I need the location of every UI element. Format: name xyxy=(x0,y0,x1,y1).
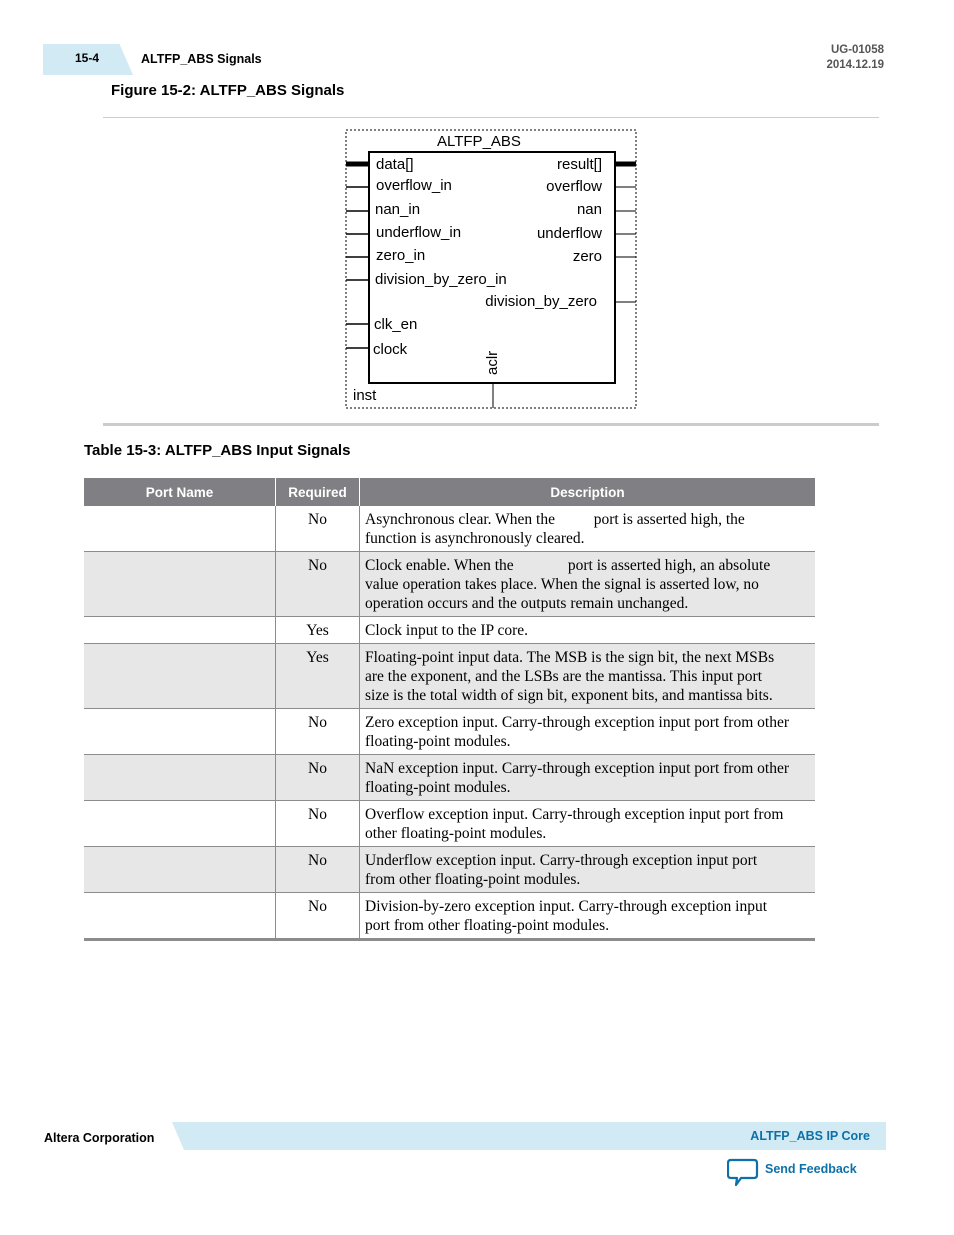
table-row xyxy=(84,709,815,755)
required-cell: No xyxy=(276,801,360,847)
block-name: ALTFP_ABS xyxy=(437,133,521,150)
input-port-data: data[] xyxy=(376,156,414,173)
port-name-cell xyxy=(84,506,276,552)
table-row xyxy=(84,801,815,847)
altfp-abs-block-diagram xyxy=(340,126,640,412)
bottom-port-aclr: aclr xyxy=(484,350,501,375)
description-cell: Clock input to the IP core. xyxy=(360,617,816,644)
footer-company: Altera Corporation xyxy=(44,1131,155,1145)
input-port-clk-en: clk_en xyxy=(374,316,418,333)
description-cell: Asynchronous clear. When the port is asserted high, the function is asynchronously cleared. xyxy=(360,506,816,552)
output-port-division-by-zero: division_by_zero xyxy=(485,293,597,310)
table-row xyxy=(84,552,815,617)
doc-id-block xyxy=(826,43,884,73)
input-port-division-by-zero-in: division_by_zero_in xyxy=(375,271,507,288)
output-port-overflow: overflow xyxy=(546,178,602,195)
speech-bubble-icon[interactable] xyxy=(727,1158,759,1188)
output-port-nan: nan xyxy=(576,201,602,218)
footer-core-link[interactable]: ALTFP_ABS IP Core xyxy=(750,1129,870,1143)
page-number: 15-4 xyxy=(75,51,100,65)
table-row xyxy=(84,755,815,801)
port-name-cell xyxy=(84,552,276,617)
table-row xyxy=(84,506,815,552)
port-name-cell xyxy=(84,709,276,755)
required-cell: No xyxy=(276,893,360,940)
column-header-required: Required xyxy=(276,478,360,506)
required-cell: No xyxy=(276,709,360,755)
required-cell: No xyxy=(276,755,360,801)
port-name-cell xyxy=(84,893,276,940)
port-name-cell xyxy=(84,755,276,801)
output-port-zero: zero xyxy=(572,248,602,265)
doc-date: 2014.12.19 xyxy=(826,59,884,71)
required-cell: Yes xyxy=(276,617,360,644)
table-caption: Table 15-3: ALTFP_ABS Input Signals xyxy=(84,442,351,459)
table-header-row xyxy=(84,478,815,506)
description-cell: NaN exception input. Carry-through exception input port from other floating-point modules. xyxy=(360,755,816,801)
input-port-clock: clock xyxy=(373,341,408,358)
port-name-cell xyxy=(84,847,276,893)
output-port-result: result[] xyxy=(556,156,602,173)
table-row xyxy=(84,644,815,709)
required-cell: Yes xyxy=(276,644,360,709)
instance-label: inst xyxy=(353,387,377,404)
port-name-cell xyxy=(84,644,276,709)
header-section-title: ALTFP_ABS Signals xyxy=(141,52,262,66)
description-cell: Underflow exception input. Carry-through exception input port from other floating-point modules. xyxy=(360,847,816,893)
port-name-cell xyxy=(84,617,276,644)
table-row xyxy=(84,617,815,644)
input-port-overflow-in: overflow_in xyxy=(376,177,452,194)
column-header-description: Description xyxy=(360,478,816,506)
figure-caption: Figure 15-2: ALTFP_ABS Signals xyxy=(111,82,345,99)
output-port-underflow: underflow xyxy=(536,225,602,242)
required-cell: No xyxy=(276,552,360,617)
figure-top-rule xyxy=(103,117,879,118)
input-port-nan-in: nan_in xyxy=(375,201,421,218)
input-port-zero-in: zero_in xyxy=(376,247,426,264)
port-name-cell xyxy=(84,801,276,847)
required-cell: No xyxy=(276,847,360,893)
description-cell: Zero exception input. Carry-through exception input port from other floating-point modules. xyxy=(360,709,816,755)
table-row xyxy=(84,847,815,893)
send-feedback-link[interactable]: Send Feedback xyxy=(765,1162,857,1176)
input-port-underflow-in: underflow_in xyxy=(376,224,462,241)
figure-bottom-rule xyxy=(103,423,879,426)
input-signals-table xyxy=(84,478,815,941)
description-cell: Overflow exception input. Carry-through exception input port from other floating-point modules. xyxy=(360,801,816,847)
description-cell: Floating-point input data. The MSB is the sign bit, the next MSBs are the exponent, and the LSBs are the mantissa. This input port size is the total width of sign bit, exponent bits, and mantissa bits. xyxy=(360,644,816,709)
description-cell: Division-by-zero exception input. Carry-through exception input port from other floating-point modules. xyxy=(360,893,816,940)
table-row xyxy=(84,893,815,940)
doc-id: UG-01058 xyxy=(830,44,884,56)
description-cell: Clock enable. When the port is asserted high, an absolute value operation takes place. When the signal is asserted low, no operation occurs and the outputs remain unchanged. xyxy=(360,552,816,617)
column-header-port-name: Port Name xyxy=(84,478,276,506)
required-cell: No xyxy=(276,506,360,552)
